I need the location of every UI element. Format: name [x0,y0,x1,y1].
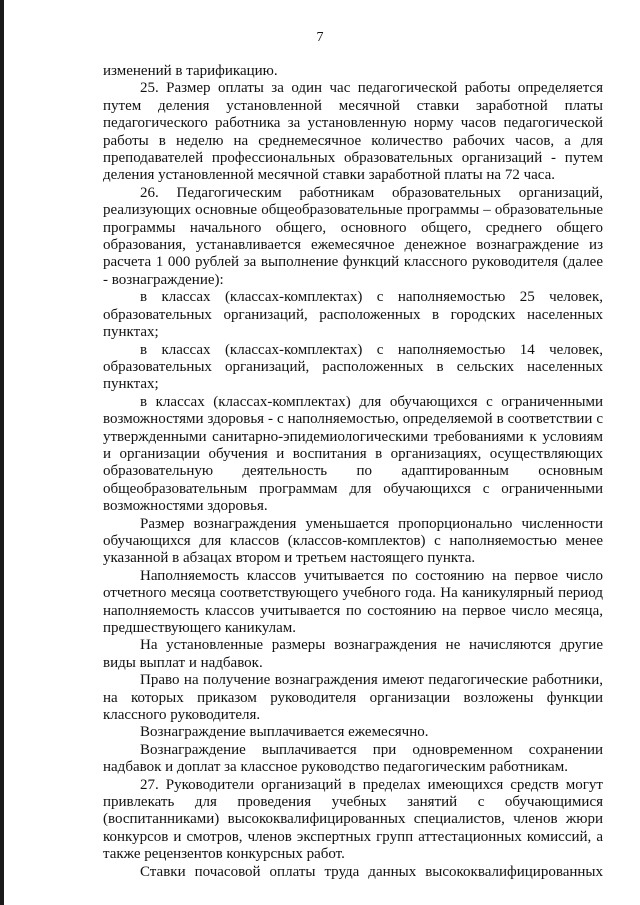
paragraph-urban-classes: в классах (классах-комплектах) с наполняемостью 25 человек, образовательных организаций, расположенных в городских населенных пунктах; [103,289,603,341]
paragraph-allowances-retained: Вознаграждение выплачивается при одновременном сохранении надбавок и доплат за классное руководство педагогическим работникам. [103,741,603,776]
paragraph-item-25: 25. Размер оплаты за один час педагогической работы определяется путем деления установленной месячной ставки заработной платы педагогического работника за установленную норму часов педагогической работы в неделю на среднемесячное количество рабочих часов, а для преподавателей профессиональных образовательных организаций - путем деления установленной месячной ставки заработной платы на 72 часа. [103,80,603,184]
paragraph-monthly-payment: Вознаграждение выплачивается ежемесячно. [140,724,429,741]
paragraph-class-size-accounting: Наполняемость классов учитывается по состоянию на первое число отчетного месяца соответствующего учебного года. На каникулярный период наполняемость классов учитывается по состоянию на первое число месяца, предшествующего каникулам. [103,567,603,636]
scan-edge-bar [0,0,4,905]
paragraph-continuation: изменений в тарификацию. [103,63,278,79]
paragraph-eligibility: Право на получение вознаграждения имеют педагогические работники, на которых приказом руководителя организации возложены функции классного руководителя. [103,672,603,724]
paragraph-hourly-rates: Ставки почасовой оплаты труда данных высококвалифицированных [140,863,603,880]
paragraph-no-other-payments: На установленные размеры вознаграждения не начисляются другие виды выплат и надбавок. [103,637,603,671]
paragraph-rural-classes: в классах (классах-комплектах) с наполняемостью 14 человек, образовательных организаций, расположенных в сельских населенных пунктах; [103,341,603,393]
paragraph-item-27: 27. Руководители организаций в пределах имеющихся средств могут привлекать для проведения учебных занятий с обучающимися (воспитанниками) высококвалифицированных специалистов, членов жюри конкурсов и смотров, членов экспертных групп аттестационных комиссий, а также рецензентов конкурсных работ. [103,776,603,863]
paragraph-reward-reduction: Размер вознаграждения уменьшается пропорционально численности обучающихся для классов (классов-комплектов) с наполняемостью менее указанной в абзацах втором и третьем настоящего пункта. [103,515,603,567]
paragraph-item-26: 26. Педагогическим работникам образовательных организаций, реализующих основные общеобразовательные программы – образовательные программы начального общего, основного общего, среднего общего образования, устанавливается ежемесячное денежное вознаграждение из расчета 1 000 рублей за выполнение функций классного руководителя (далее - вознаграждение): [103,184,603,288]
paragraph-special-needs-classes: в классах (классах-комплектах) для обучающихся с ограниченными возможностями здоровья - с наполняемостью, определяемой в соответствии с утвержденными санитарно-эпидемиологическими требованиями к условиям и организации обучения и воспитания в организациях, осуществляющих образовательную деятельность по адаптированным основным общеобразовательным программам для обучающихся с ограниченными возможностями здоровья. [103,393,603,515]
document-body [103,63,603,881]
page-number: 7 [316,30,324,45]
